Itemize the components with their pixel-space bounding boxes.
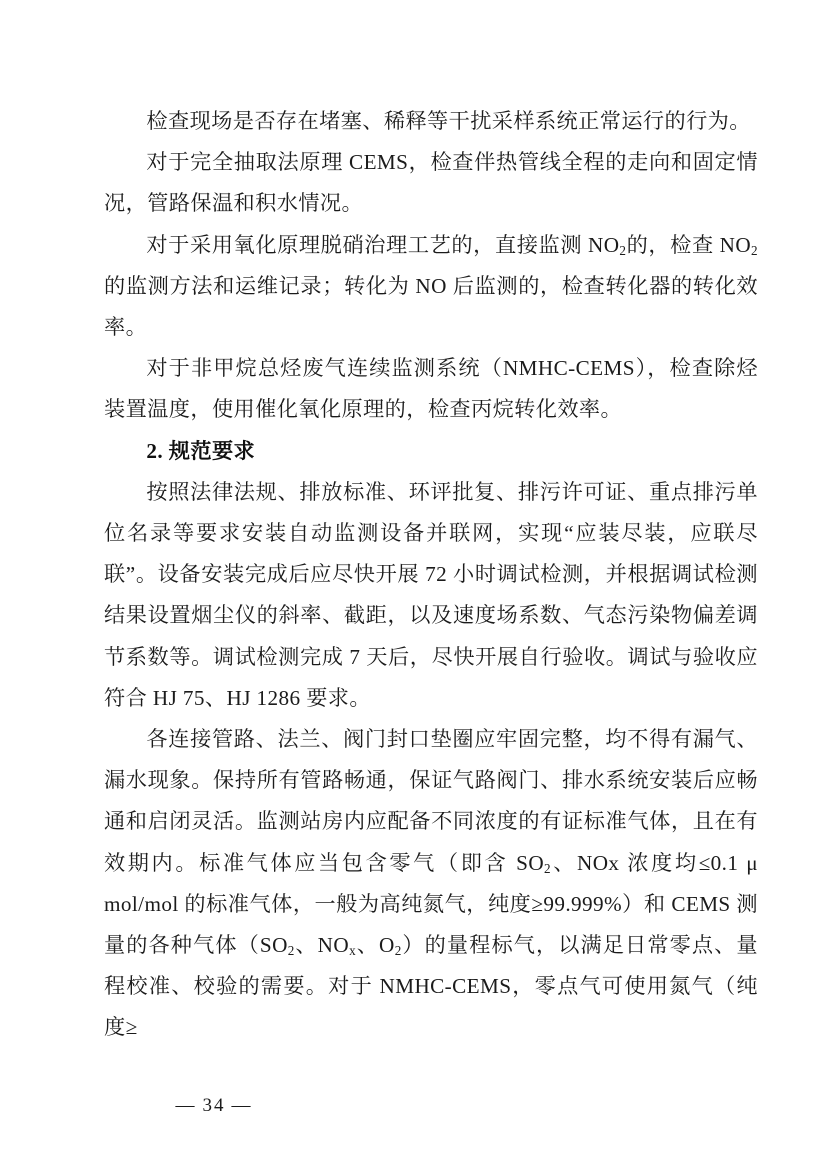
footer-dash-right: — <box>231 1095 253 1116</box>
paragraph-6: 各连接管路、法兰、阀门封口垫圈应牢固完整，均不得有漏气、漏水现象。保持所有管路畅通，保证气路阀门、排水系统安装后应畅通和启闭灵活。监测站房内应配备不同浓度的有证标准气体，且在有效期内。标准气体应当包含零气（即含 $SO_2$、NOx 浓度均≤0.1 μ mol/mol 的标准气体，一般为高纯氮气，纯度≥99.999%）和 CEMS 测量的各种气体（$SO_2$、$NO_x$、$O_2$）的量程标气，以满足日常零点、量程校准、校验的需要。对于 NMHC-CEMS，零点气可使用氮气（纯度≥ <box>104 727 758 1040</box>
paragraph-4: 对于非甲烷总烃废气连续监测系统（NMHC-CEMS），检查除烃装置温度，使用催化氧化原理的，检查丙烷转化效率。 <box>104 356 758 422</box>
page-number: 34 <box>202 1095 226 1116</box>
section-heading-2: 2. 规范要求 <box>146 438 256 463</box>
paragraph-5: 按照法律法规、排放标准、环评批复、排污许可证、重点排污单位名录等要求安装自动监测设备并联网，实现“应装尽装，应联尽联”。设备安装完成后应尽快开展 72 小时调试检测，并根据调试检测结果设置烟尘仪的斜率、截距，以及速度场系数、气态污染物偏差调节系数等。调试检测完成 7 天后，尽快开展自行验收。调试与验收应符合 HJ 75、HJ 1286 要求。 <box>104 479 758 710</box>
page-content <box>104 101 758 1049</box>
paragraph-3: 对于采用氧化原理脱硝治理工艺的，直接监测 $NO_2$的，检查 $NO_2$的监测方法和运维记录；转化为 NO 后监测的，检查转化器的转化效率。 <box>104 232 758 340</box>
page-footer <box>104 1094 324 1118</box>
paragraph-2: 对于完全抽取法原理 CEMS，检查伴热管线全程的走向和固定情况，管路保温和积水情况。 <box>104 150 758 216</box>
paragraph-1: 检查现场是否存在堵塞、稀释等干扰采样系统正常运行的行为。 <box>146 109 751 133</box>
footer-dash-left: — <box>175 1095 197 1116</box>
